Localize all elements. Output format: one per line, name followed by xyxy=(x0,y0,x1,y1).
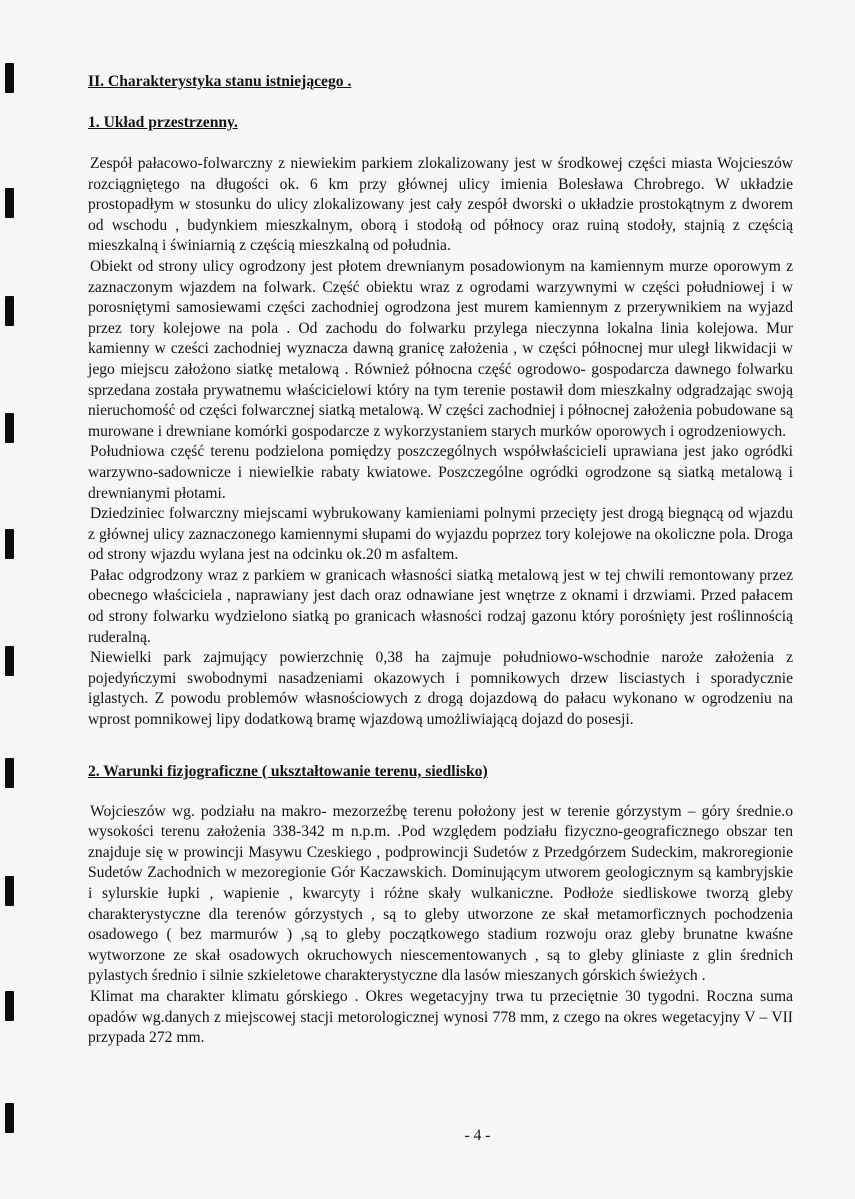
binder-hole-mark xyxy=(5,646,14,676)
binder-hole-mark xyxy=(5,876,14,906)
paragraph: Południowa część terenu podzielona pomiędzy poszczególnych współwłaścicieli uprawiana jest jako ogródki warzywno-sadownicze i niewielkie rabaty kwiatowe. Poszczególne ogródki ogrodzone są siatką metalową i drewnianymi płotami. xyxy=(88,443,793,502)
paragraph: Obiekt od strony ulicy ogrodzony jest płotem drewnianym posadowionym na kamiennym murze oporowym z zaznaczonym wjazdem na folwark. Część obiektu wraz z ogrodami warzywnymi w części południowej i w porosniętymi samosiewami części zachodniej ogrodzona jest murem kamiennym z przerywnikiem na wyjazd przez tory kolejowe na pola . Od zachodu do folwarku przylega nieczynna lokalna linia kolejowa. Mur kamienny w cześci zachodniej wyznacza dawną granicę założenia , w części północnej mur uległ likwidacji w jego miejscu założono siatkę metalową . Również północna część ogrodowo- gospodarcza dawnego folwarku sprzedana została prywatnemu właścicielowi który na tym terenie postawił dom mieszkalny odgradzając swoją nieruchomość od części folwarcznej siatką metalową. W części zachodniej i północnej założenia pobudowane są murowane i drewniane komórki gospodarcze z wykorzystaniem starych murków oporowych i ogrodzeniowych. xyxy=(88,257,793,440)
paragraph: Klimat ma charakter klimatu górskiego . Okres wegetacyjny trwa tu przeciętnie 30 tygodni. Roczna suma opadów wg.danych z miejscowej stacji metorologicznej wynosi 778 mm, z czego na okres wegetacyjny V – VII przypada 272 mm. xyxy=(88,987,793,1047)
binder-hole-mark xyxy=(5,63,14,93)
binder-hole-mark xyxy=(5,188,14,218)
section-physiographic-conditions xyxy=(88,762,793,1049)
document-body xyxy=(88,72,793,1049)
binder-hole-mark xyxy=(5,296,14,326)
page-footer xyxy=(0,1127,855,1145)
section-spatial-layout xyxy=(88,113,793,731)
binder-hole-mark xyxy=(5,991,14,1021)
section-heading: 1. Układ przestrzenny. xyxy=(88,114,238,131)
binder-hole-mark xyxy=(5,529,14,559)
paragraph: Wojcieszów wg. podziału na makro- mezorzeźbę terenu położony jest w terenie górzystym – góry średnie.o wysokości terenu założenia 338-342 m n.p.m. .Pod względem podziału fizyczno-geograficznego obszar ten znajduje się w prowincji Masywu Czeskiego , podprowincji Sudetów z Przedgórzem Sudeckim, makroregionie Sudetów Zachodnich w mezoregionie Gór Kaczawskich. Dominującym utworem geologicznym są kambryjskie i sylurskie łupki , wapienie , kwarcyty i różne skały wulkaniczne. Podłoże siedliskowe tworzą gleby charakterystyczne dla terenów górzystych , są to gleby utworzone ze skał metamorficznych pochodzenia osadowego ( bez marmurów ) ,są to gleby początkowego stadium rozwoju oraz gleby brunatne kwaśne wytworzone ze skał osadowych okruchowych niescementowanych , są to gleby gliniaste z glin średnich pylastych średnio i silnie szkieletowe charakterystyczne dla lasów mieszanych górskich świeżych . xyxy=(88,802,793,985)
binder-hole-mark xyxy=(5,413,14,443)
page-number: - 4 - xyxy=(464,1127,491,1144)
paragraph: Zespół pałacowo-folwarczny z niewiekim parkiem zlokalizowany jest w środkowej części miasta Wojcieszów rozciągniętego na długości ok. 6 km przy głównej ulicy imienia Bolesława Chrobrego. W układzie prostopadłym w stosunku do ulicy zlokalizowany jest cały zespół dworski o układzie prostokątnym z dworem od wschodu , budynkiem mieszkalnym, oborą i stodołą od północy oraz ruiną stodoły, stajnią z częścią mieszkalną i świniarnią z częścią mieszkalną od południa. xyxy=(88,155,793,255)
main-heading: II. Charakterystyka stanu istniejącego . xyxy=(88,73,352,90)
paragraph: Dziedziniec folwarczny miejscami wybrukowany kamieniami polnymi przecięty jest drogą biegnącą od wjazdu z głównej ulicy zaznaczonego kamiennymi słupami do wyjazdu poprzez tory kolejowe na okoliczne pola. Droga od strony wjazdu wylana jest na odcinku ok.20 m asfaltem. xyxy=(88,505,793,564)
section-heading: 2. Warunki fizjograficzne ( ukształtowanie terenu, siedlisko) xyxy=(88,762,488,780)
paragraph: Niewielki park zajmujący powierzchnię 0,38 ha zajmuje południowo-wschodnie naroże założenia z pojedyńczymi swobodnymi nasadzeniami okazowych i pomnikowych drzew lisciastych i sporadycznie iglastych. Z powodu problemów własnościowych z drogą dojazdową do pałacu wykonano w ogrodzeniu na wprost pomnikowej lipy dodatkową bramę wjazdową umożliwiającą dojazd do posesji. xyxy=(88,649,793,729)
paragraph: Pałac odgrodzony wraz z parkiem w granicach własności siatką metalową jest w tej chwili remontowany przez obecnego właściciela , naprawiany jest dach oraz odnawiane jest wnętrze z oknami i drzwiami. Przed pałacem od strony folwarku wydzielono siatką po granicach własności rodzaj gazonu który porośnięty jest roślinnością ruderalną. xyxy=(88,566,793,646)
binder-hole-mark xyxy=(5,758,14,788)
